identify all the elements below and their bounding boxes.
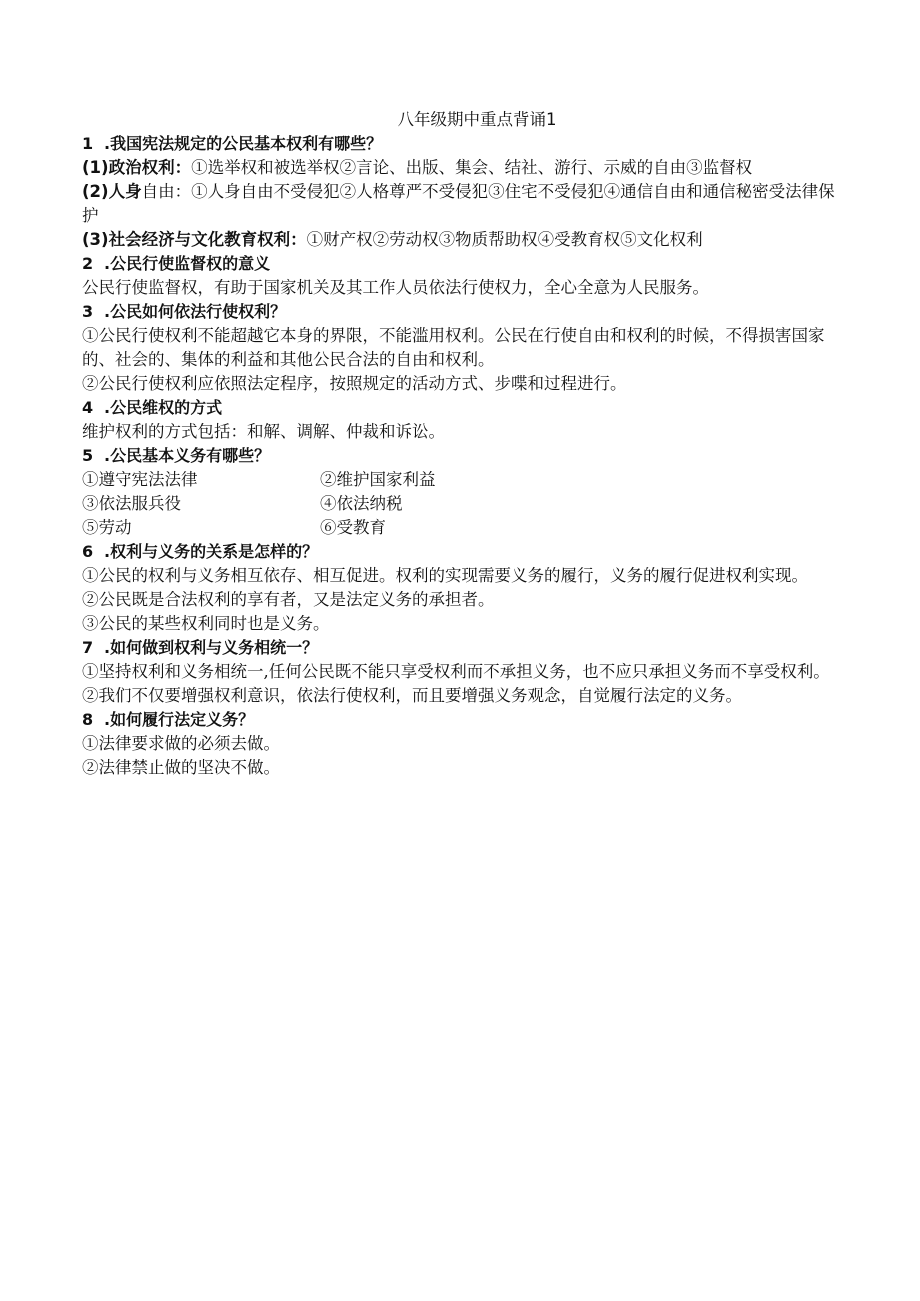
answer-text: ①选举权和被选举权②言论、出版、集会、结社、游行、示威的自由③监督权 [191,158,753,177]
question-number: 4 [82,398,94,417]
question-5-heading [82,444,842,468]
answer-line: ①公民的权利与义务相互依存、相互促进。权利的实现需要义务的履行，义务的履行促进权利实现。 [82,566,808,585]
question-text: .权利与义务的关系是怎样的？ [104,542,319,561]
answer-line: ②公民行使权利应依照法定程序，按照规定的活动方式、步喋和过程进行。 [82,374,627,393]
duty-item: ②维护国家利益 [320,470,436,489]
answer-text: ①财产权②劳动权③物质帮助权④受教育权⑤文化权利 [306,230,703,249]
question-text: .公民行使监督权的意义 [104,254,271,273]
answer-label: (2)人身 [82,182,142,201]
answer-line: 公民行使监督权，有助于国家机关及其工作人员依法行使权力，全心全意为人民服务。 [82,278,709,297]
question-number: 1 [82,134,94,153]
question-number: 3 [82,302,94,321]
question-1-heading [82,132,842,156]
duties-grid [82,468,842,540]
answer-line [82,180,842,228]
answer-label: (1)政治权利： [82,158,192,177]
question-6-heading [82,540,842,564]
question-text: .公民如何依法行使权利？ [104,302,287,321]
question-8-heading [82,708,842,732]
answer-line: ②法律禁止做的坚决不做。 [82,758,280,777]
question-number: 2 [82,254,94,273]
question-2-heading [82,252,842,276]
question-text: .如何履行法定义务？ [104,710,255,729]
answer-line: ①坚持权利和义务相统一,任何公民既不能只享受权利而不承担义务，也不应只承担义务而不享受权利。 [82,662,830,681]
document-title: 八年级期中重点背诵1 [397,110,557,129]
duty-item: ⑤劳动 [82,518,132,537]
question-7-heading [82,636,842,660]
question-text: .如何做到权利与义务相统一？ [104,638,319,657]
question-4-heading [82,396,842,420]
question-number: 6 [82,542,94,561]
duty-item: ⑥受教育 [320,518,386,537]
question-number: 7 [82,638,94,657]
duty-item: ③依法服兵役 [82,494,181,513]
answer-line: ①法律要求做的必须去做。 [82,734,280,753]
answer-line: ③公民的某些权利同时也是义务。 [82,614,330,633]
answer-line: ①公民行使权利不能超越它本身的界限，不能滥用权利。公民在行使自由和权利的时候，不得损害国家的、社会的、集体的利益和其他公民合法的自由和权利。 [82,326,825,369]
question-3-heading [82,300,842,324]
question-number: 5 [82,446,94,465]
question-text: .公民基本义务有哪些？ [104,446,271,465]
answer-line [82,228,842,252]
answer-line: ②公民既是合法权利的享有者，又是法定义务的承担者。 [82,590,495,609]
question-number: 8 [82,710,94,729]
question-text: .我国宪法规定的公民基本权利有哪些？ [104,134,383,153]
document-page [82,108,842,780]
answer-label: (3)社会经济与文化教育权利： [82,230,307,249]
duty-item: ①遵守宪法法律 [82,470,198,489]
answer-line [82,156,842,180]
answer-line: 维护权利的方式包括：和解、调解、仲裁和诉讼。 [82,422,445,441]
question-text: .公民维权的方式 [104,398,223,417]
duty-item: ④依法纳税 [320,494,403,513]
answer-text: 自由：①人身自由不受侵犯②人格尊严不受侵犯③住宅不受侵犯④通信自由和通信秘密受法律保护 [82,182,835,225]
answer-line: ②我们不仅要增强权利意识，依法行使权利，而且要增强义务观念，自觉履行法定的义务。 [82,686,742,705]
